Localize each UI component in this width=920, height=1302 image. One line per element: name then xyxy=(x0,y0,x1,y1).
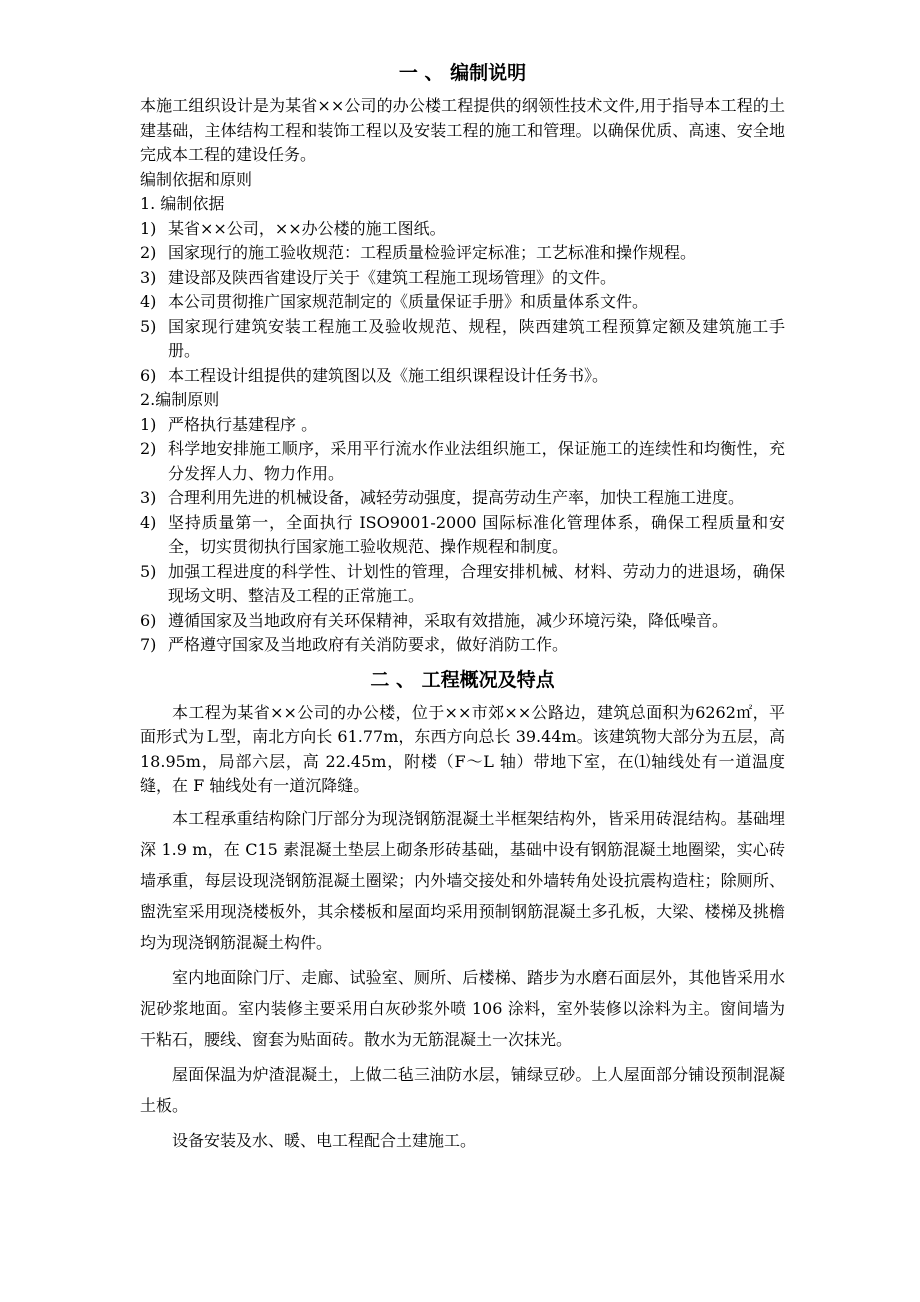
list-item xyxy=(140,560,785,609)
list-item xyxy=(140,511,785,560)
list-number: 7) xyxy=(140,635,157,654)
list-item xyxy=(140,609,785,634)
basis-heading: 1. 编制依据 xyxy=(140,194,225,213)
list-text: 国家现行的施工验收规范：工程质量检验评定标准；工艺标准和操作规程。 xyxy=(168,243,697,262)
list-number: 2) xyxy=(140,243,157,262)
list-text: 严格执行基建程序 。 xyxy=(168,414,318,434)
overview-paragraph-3: 室内地面除门厅、走廊、试验室、厕所、后楼梯、踏步为水磨石面层外，其他皆采用水泥砂浆地面。室内装修主要采用白灰砂浆外喷 106 涂料，室外装修以涂料为主。窗间墙为干粘石，腰线、窗套为贴面砖。散水为无筋混凝土一次抹光。 xyxy=(140,967,785,1049)
list-item xyxy=(140,413,785,438)
list-item xyxy=(140,217,785,242)
list-number: 1) xyxy=(140,218,157,238)
list-text: 科学地安排施工顺序，采用平行流水作业法组织施工，保证施工的连续性和均衡性，充分发挥人力、物力作用。 xyxy=(168,439,785,483)
list-item xyxy=(140,633,785,658)
list-text: 本工程设计组提供的建筑图以及《施工组织课程设计任务书》。 xyxy=(168,365,609,385)
list-item xyxy=(140,486,785,511)
principles-list xyxy=(140,413,785,658)
document-page xyxy=(140,58,785,1156)
list-text: 严格遵守国家及当地政府有关消防要求，做好消防工作。 xyxy=(168,635,569,654)
list-text: 国家现行建筑安装工程施工及验收规范、规程，陕西建筑工程预算定额及建筑施工手册。 xyxy=(168,316,785,360)
list-number: 5) xyxy=(140,561,157,581)
list-text: 遵循国家及当地政府有关环保精神，采取有效措施，减少环境污染，降低噪音。 xyxy=(168,610,729,630)
overview-paragraph-1: 本工程为某省××公司的办公楼，位于××市郊××公路边，建筑总面积为6262㎡，平面形式为Ｌ型，南北方向长 61.77m，东西方向总长 39.44m。该建筑物大部分为五层，高 18.95m，局部六层，高 22.45m，附楼（F～L 轴）带地下室，在⑴轴线处有一道温度缝，在 F 轴线处有一道沉降缝。 xyxy=(140,702,785,795)
list-item xyxy=(140,290,785,315)
list-number: 6) xyxy=(140,610,157,630)
overview-paragraph-2: 本工程承重结构除门厅部分为现浇钢筋混凝土半框架结构外，皆采用砖混结构。基础埋深 1.9 m，在 C15 素混凝土垫层上砌条形砖基础，基础中设有钢筋混凝土地圈梁，实心砖墙承重，每层设现浇钢筋混凝土圈梁；内外墙交接处和外墙转角处设抗震构造柱；除厕所、盥洗室采用现浇楼板外，其余楼板和屋面均采用预制钢筋混凝土多孔板，大梁、楼梯及挑檐均为现浇钢筋混凝土构件。 xyxy=(140,808,785,952)
list-number: 1) xyxy=(140,414,157,434)
list-text: 合理利用先进的机械设备，减轻劳动强度，提高劳动生产率，加快工程施工进度。 xyxy=(168,488,745,507)
section1-subheading: 编制依据和原则 xyxy=(140,169,253,189)
overview-paragraph-5: 设备安装及水、暖、电工程配合土建施工。 xyxy=(172,1130,477,1150)
list-text: 本公司贯彻推广国家规范制定的《质量保证手册》和质量体系文件。 xyxy=(168,292,649,311)
list-number: 6) xyxy=(140,365,157,385)
list-item xyxy=(140,241,785,266)
list-item xyxy=(140,364,785,389)
section2-title: 二 、 工程概况及特点 xyxy=(370,668,555,691)
list-text: 加强工程进度的科学性、计划性的管理，合理安排机械、材料、劳动力的进退场，确保现场文明、整洁及工程的正常施工。 xyxy=(168,561,785,605)
principles-heading: 2.编制原则 xyxy=(140,390,220,409)
list-number: 2) xyxy=(140,439,157,458)
list-number: 3) xyxy=(140,488,157,507)
overview-paragraph-4: 屋面保温为炉渣混凝土，上做二毡三油防水层，铺绿豆砂。上人屋面部分铺设预制混凝土板。 xyxy=(140,1064,785,1115)
list-number: 5) xyxy=(140,316,157,336)
section1-intro: 本施工组织设计是为某省××公司的办公楼工程提供的纲领性技术文件,用于指导本工程的土建基础，主体结构工程和装饰工程以及安装工程的施工和管理。以确保优质、高速、安全地完成本工程的建设任务。 xyxy=(140,96,785,164)
list-item xyxy=(140,266,785,291)
section1-title: 一 、 编制说明 xyxy=(398,62,527,84)
list-text: 坚持质量第一，全面执行 ISO9001-2000 国际标准化管理体系，确保工程质量和安全，切实贯彻执行国家施工验收规范、操作规程和制度。 xyxy=(168,512,785,556)
list-number: 3) xyxy=(140,267,157,287)
list-text: 某省××公司，××办公楼的施工图纸。 xyxy=(168,218,446,238)
list-item xyxy=(140,437,785,486)
list-text: 建设部及陕西省建设厅关于《建筑工程施工现场管理》的文件。 xyxy=(168,267,617,287)
list-number: 4) xyxy=(140,512,157,532)
list-item xyxy=(140,315,785,364)
basis-list xyxy=(140,217,785,389)
list-number: 4) xyxy=(140,292,157,311)
